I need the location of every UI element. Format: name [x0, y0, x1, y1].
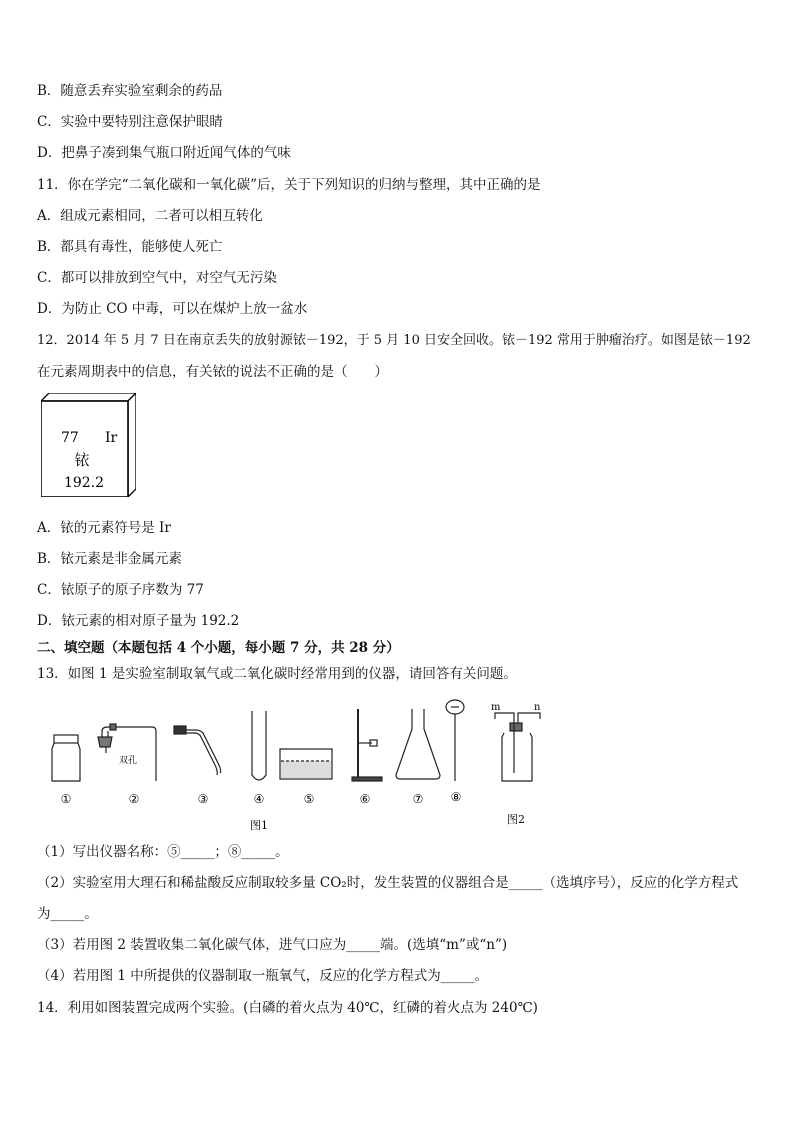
double-hole-stopper-icon	[98, 724, 156, 781]
element-name: 铱	[74, 451, 90, 469]
q13-part3: （3）若用图 2 装置收集二氧化碳气体，进气口应为_____端。(选填“m”或“n”)	[37, 937, 508, 953]
atomic-number: 77	[61, 430, 79, 446]
q11-option-a: A．组成元素相同，二者可以相互转化	[37, 208, 263, 224]
port-n-label: n	[534, 702, 541, 713]
water-trough-icon	[280, 749, 332, 779]
bent-tube-icon	[174, 726, 221, 775]
apparatus-label-6: ⑥	[359, 792, 371, 806]
q12-option-c: C．铱原子的原子序数为 77	[37, 582, 204, 598]
q14-stem: 14．利用如图装置完成两个实验。(白磷的着火点为 40℃，红磷的着火点为 240℃)	[37, 1000, 538, 1016]
q13-stem: 13．如图 1 是实验室制取氧气或二氧化碳时经常用到的仪器，请回答有关问题。	[37, 666, 517, 682]
apparatus-label-2: ②	[128, 792, 140, 806]
element-symbol: Ir	[105, 430, 118, 446]
q12-stem-line2: 在元素周期表中的信息，有关铱的说法不正确的是（ ）	[37, 364, 388, 380]
q11-option-c: C．都可以排放到空气中，对空气无污染	[37, 270, 277, 286]
q10-option-d: D．把鼻子凑到集气瓶口附近闻气体的气味	[37, 145, 291, 161]
q13-part4: （4）若用图 1 中所提供的仪器制取一瓶氧气，反应的化学方程式为_____。	[37, 968, 489, 984]
gas-bottle-icon	[52, 735, 80, 781]
q13-part2-line2: 为_____。	[37, 906, 98, 922]
apparatus-label-5: ⑤	[303, 792, 315, 806]
port-m-label: m	[491, 702, 501, 713]
double-hole-label: 双孔	[119, 756, 138, 766]
test-tube-icon	[252, 711, 266, 780]
q11-option-d: D．为防止 CO 中毒，可以在煤炉上放一盆水	[37, 301, 308, 317]
gas-washing-bottle-icon	[495, 713, 540, 781]
q10-option-c: C．实验中要特别注意保护眼睛	[37, 114, 223, 130]
apparatus-label-8: ⑧	[450, 790, 462, 804]
lab-apparatus-figure	[40, 697, 600, 837]
section-title-fill-in: 二、填空题（本题包括 4 个小题，每小题 7 分，共 28 分）	[37, 640, 400, 656]
q13-part2-line1: （2）实验室用大理石和稀盐酸反应制取较多量 CO₂时，发生装置的仪器组合是_____（选填序号），反应的化学方程式	[37, 875, 739, 891]
q11-option-b: B．都具有毒性，能够使人死亡	[37, 239, 223, 255]
apparatus-label-4: ④	[253, 792, 265, 806]
q12-option-d: D．铱元素的相对原子量为 192.2	[37, 613, 240, 629]
element-card-iridium	[41, 393, 136, 497]
apparatus-label-3: ③	[197, 792, 209, 806]
q12-stem-line1: 12．2014 年 5 月 7 日在南京丢失的放射源铱－192，于 5 月 10 日安全回收。铱－192 常用于肿瘤治疗。如图是铱－192	[37, 333, 751, 348]
q10-option-b: B．随意丢弃实验室剩余的药品	[37, 83, 223, 99]
q12-option-a: A．铱的元素符号是 Ir	[37, 520, 171, 536]
iron-stand-icon	[352, 709, 382, 781]
apparatus-label-1: ①	[60, 792, 72, 806]
q11-stem: 11．你在学完“二氧化碳和一氧化碳”后，关于下列知识的归纳与整理，其中正确的是	[37, 177, 541, 193]
atomic-mass: 192.2	[63, 475, 105, 491]
apparatus-label-7: ⑦	[412, 792, 424, 806]
long-neck-funnel-icon	[446, 700, 464, 781]
conical-flask-icon	[396, 709, 440, 779]
q13-part1: （1）写出仪器名称：⑤_____；⑧_____。	[37, 844, 289, 860]
figure-1-caption: 图1	[250, 819, 268, 832]
figure-2-caption: 图2	[507, 813, 525, 826]
q12-option-b: B．铱元素是非金属元素	[37, 551, 182, 567]
